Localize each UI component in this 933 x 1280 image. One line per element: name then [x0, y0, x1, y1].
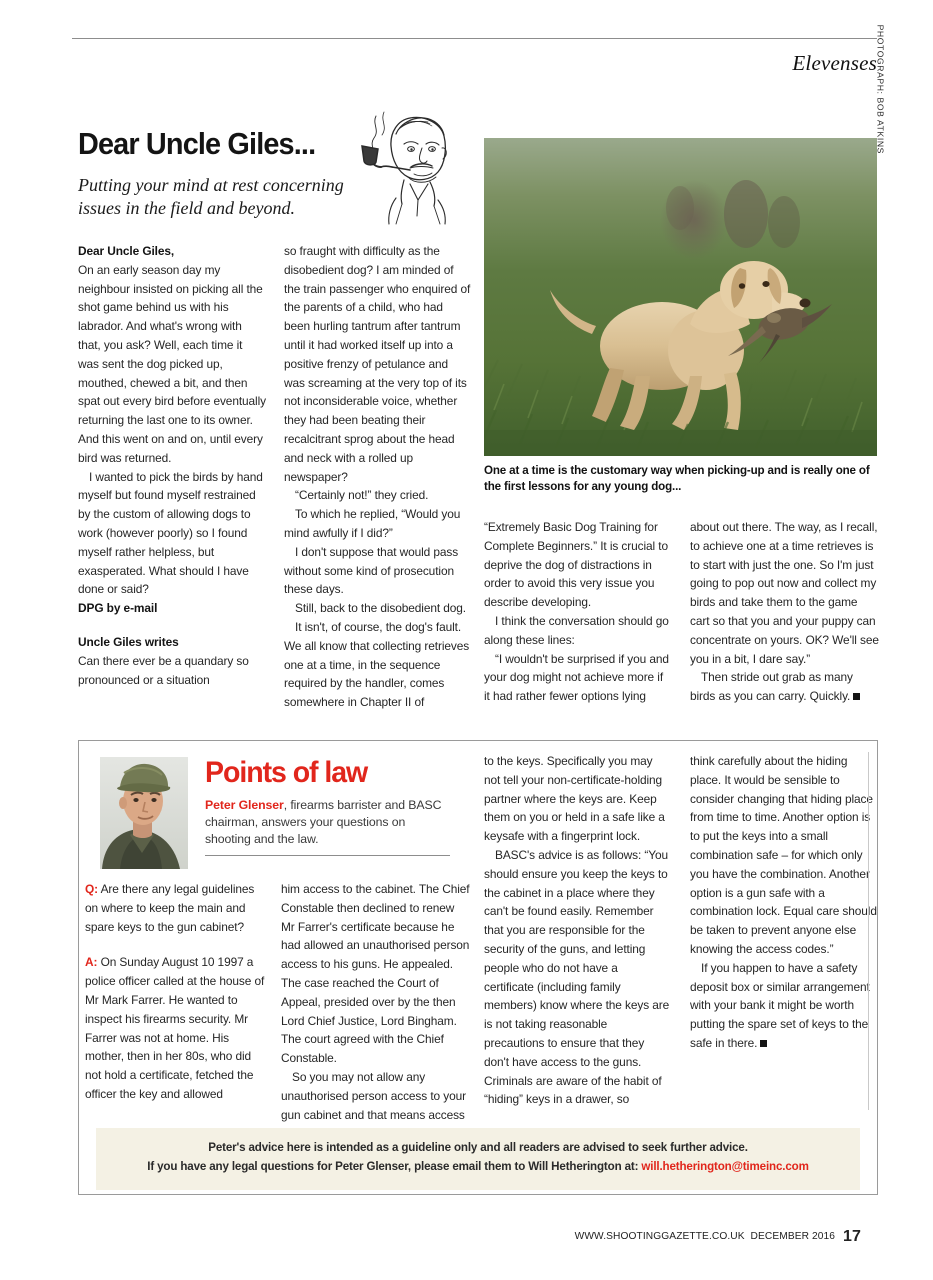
- contact-email-link[interactable]: will.hetherington@timeinc.com: [641, 1159, 809, 1173]
- footer-website: WWW.SHOOTINGGAZETTE.CO.UK: [574, 1231, 745, 1242]
- question-paragraph: [85, 880, 270, 936]
- reply-subhead: Uncle Giles writes: [78, 634, 179, 649]
- answer-text: On Sunday August 10 1997 a police officer called at the house of Mr Mark Farrer. He wanted to inspect his firearms security. Mr Farrer was not at home. His mother, then in her 80s, who did not hold a certificate, fetched the officer the key and allowed: [85, 955, 265, 1101]
- answer-paragraph: think carefully about the hiding place. It would be sensible to consider changing that hiding place from time to time. Another option is to put the keys into a small combination safe – for which only you have the combination. Another option is a gun safe with a combination lock. Equal care should be taken to prevent anyone else knowing the access codes.”: [690, 754, 877, 956]
- points-of-law-header: [205, 758, 450, 849]
- disclaimer-line-1: Peter's advice here is intended as a guideline only and all readers are advised to seek further advice.: [208, 1141, 748, 1154]
- author-name: Peter Glenser: [205, 798, 284, 812]
- answer-paragraph: BASC's advice is as follows: “You should ensure you keep the keys to the cabinet in a place where they can't be found easily. Remember that you are responsible for the security of the guns, and letting people who do not have a certificate (including family members) know where the keys are is not taking reasonable precautions to ensure that they don't have access to the guns. Criminals are aware of the habit of “hiding” keys in a drawer, so: [484, 847, 670, 1107]
- running-head: [72, 38, 877, 76]
- photo-credit: PHOTOGRAPH: BOB ATKINS: [875, 24, 885, 154]
- question-marker: Q:: [85, 882, 99, 896]
- article-paragraph: “Certainly not!” they cried.: [295, 488, 429, 503]
- points-of-law-column-4: [690, 752, 880, 1053]
- uncle-giles-pipe-illustration: [318, 104, 466, 226]
- paragraph-gap: [85, 936, 270, 953]
- page-footer: [575, 1228, 861, 1246]
- article-paragraph: Can there ever be a quandary so pronounced or a situation: [78, 653, 249, 687]
- peter-glenser-portrait: [100, 757, 188, 869]
- points-of-law-column-2: [281, 880, 471, 1124]
- points-of-law-column-3: [484, 752, 670, 1109]
- article-paragraph: I wanted to pick the birds by hand myself but found myself restrained by the custom of allowing dogs to work (however poorly) so I found myself rather helpless, but exasperated. What should I have done or said?: [78, 469, 263, 597]
- article-paragraph: I think the conversation should go along these lines:: [484, 613, 669, 647]
- author-description: , firearms barrister and BASC chairman, answers your questions on shooting and the law.: [205, 798, 442, 847]
- answer-paragraph: [85, 953, 270, 1103]
- article-paragraph: It isn't, of course, the dog's fault. We all know that collecting retrieves one at a time, in the sequence required by the handler, comes somewhere in Chapter II of: [284, 619, 470, 710]
- answer-paragraph: So you may not allow any unauthorised person access to your gun cabinet and that means access: [281, 1069, 466, 1122]
- answer-paragraph: to the keys. Specifically you may not tell your non-certificate-holding partner where the keys are. Keep them on you or held in a safe like a keysafe with a fingerprint lock.: [484, 754, 665, 844]
- article-paragraph: “Extremely Basic Dog Training for Complete Beginners.” It is crucial to deprive the dog of distractions in order to avoid this very issue you describe developing.: [484, 520, 668, 610]
- points-of-law-column-1: [85, 880, 270, 1104]
- article-paragraph: so fraught with difficulty as the disobedient dog? I am minded of the train passenger who enquired of the parents of a child, who had been hurling tantrum after tantrum until it had worked itself up into a positive frenzy of petulance and was screaming at the very top of its not inconsiderable voice, whether they had been beating their recalcitrant sprog about the head and neck with a rolled up newspaper?: [284, 244, 471, 484]
- article-paragraph: Still, back to the disobedient dog.: [295, 601, 467, 616]
- answer-paragraph-final: [690, 959, 880, 1053]
- article-column-1: [78, 242, 266, 689]
- points-of-law-rule: [205, 855, 450, 856]
- article-paragraph: about out there. The way, as I recall, to achieve one at a time retrieves is to start with just the one. So I'm just going to pop out now and collect my birds and take them to the game cart so that you and your puppy can concentrate on yours. OK? We'll see you in a bit, I dare say.”: [690, 520, 879, 666]
- letter-signoff: DPG by e-mail: [78, 601, 158, 616]
- article-paragraph-final: [690, 668, 880, 706]
- article-paragraph: To which he replied, “Would you mind awfully if I did?”: [284, 507, 461, 540]
- running-head-label: Elevenses: [792, 51, 877, 75]
- page-title: Dear Uncle Giles...: [78, 126, 316, 161]
- photo-caption: One at a time is the customary way when picking-up and is really one of the first lessons for any young dog...: [484, 464, 870, 494]
- article-column-4: [690, 518, 880, 706]
- article-paragraph-text: Then stride out grab as many birds as you can carry. Quickly.: [690, 670, 853, 704]
- disclaimer-line-2: [110, 1158, 846, 1177]
- article-paragraph: “I wouldn't be surprised if you and your dog might not achieve more if it had rather fewer options lying: [484, 651, 669, 704]
- answer-paragraph: him access to the cabinet. The Chief Constable then declined to renew Mr Farrer's certificate because he had allowed an unauthorised person access to his guns. He appealed. The case reached the Court of Appeal, presided over by the then Lord Chief Justice, Lord Bingham. The court agreed with the Chief Constable.: [281, 882, 470, 1066]
- answer-text: If you happen to have a safety deposit box or similar arrangement with your bank it might be worth putting the spare set of keys to the safe in there.: [690, 960, 870, 1050]
- dog-retrieving-photo: [484, 138, 877, 456]
- end-mark-icon: [760, 1040, 767, 1047]
- article-column-2: [284, 242, 472, 712]
- footer-issue: DECEMBER 2016: [750, 1231, 836, 1242]
- article-standfirst: Putting your mind at rest concerning issues in the field and beyond.: [78, 174, 344, 219]
- points-of-law-title: Points of law: [205, 756, 368, 789]
- end-mark-icon: [853, 693, 860, 700]
- answer-marker: A:: [85, 955, 98, 970]
- disclaimer-box: [96, 1128, 860, 1190]
- page-number: 17: [843, 1228, 861, 1245]
- disclaimer-text: If you have any legal questions for Peter Glenser, please email them to Will Hetherington at:: [147, 1159, 642, 1173]
- article-paragraph: On an early season day my neighbour insisted on picking all the shot game behind us with his labrador. And what's wrong with that, you ask? Well, each time it was sent the dog picked up, mouthed, chewed a bit, and then spat out every bird before eventually returning the last one to its owner. And this went on and on, until every bird was returned.: [78, 262, 266, 465]
- question-text: Are there any legal guidelines on where to keep the main and spare keys to the gun cabinet?: [85, 882, 255, 934]
- letter-salutation: Dear Uncle Giles,: [78, 244, 175, 258]
- article-paragraph: I don't suppose that would pass without some kind of prosecution these days.: [284, 544, 459, 597]
- points-of-law-divider: [868, 752, 869, 1110]
- points-of-law-byline: [205, 797, 450, 849]
- article-column-3: [484, 518, 670, 706]
